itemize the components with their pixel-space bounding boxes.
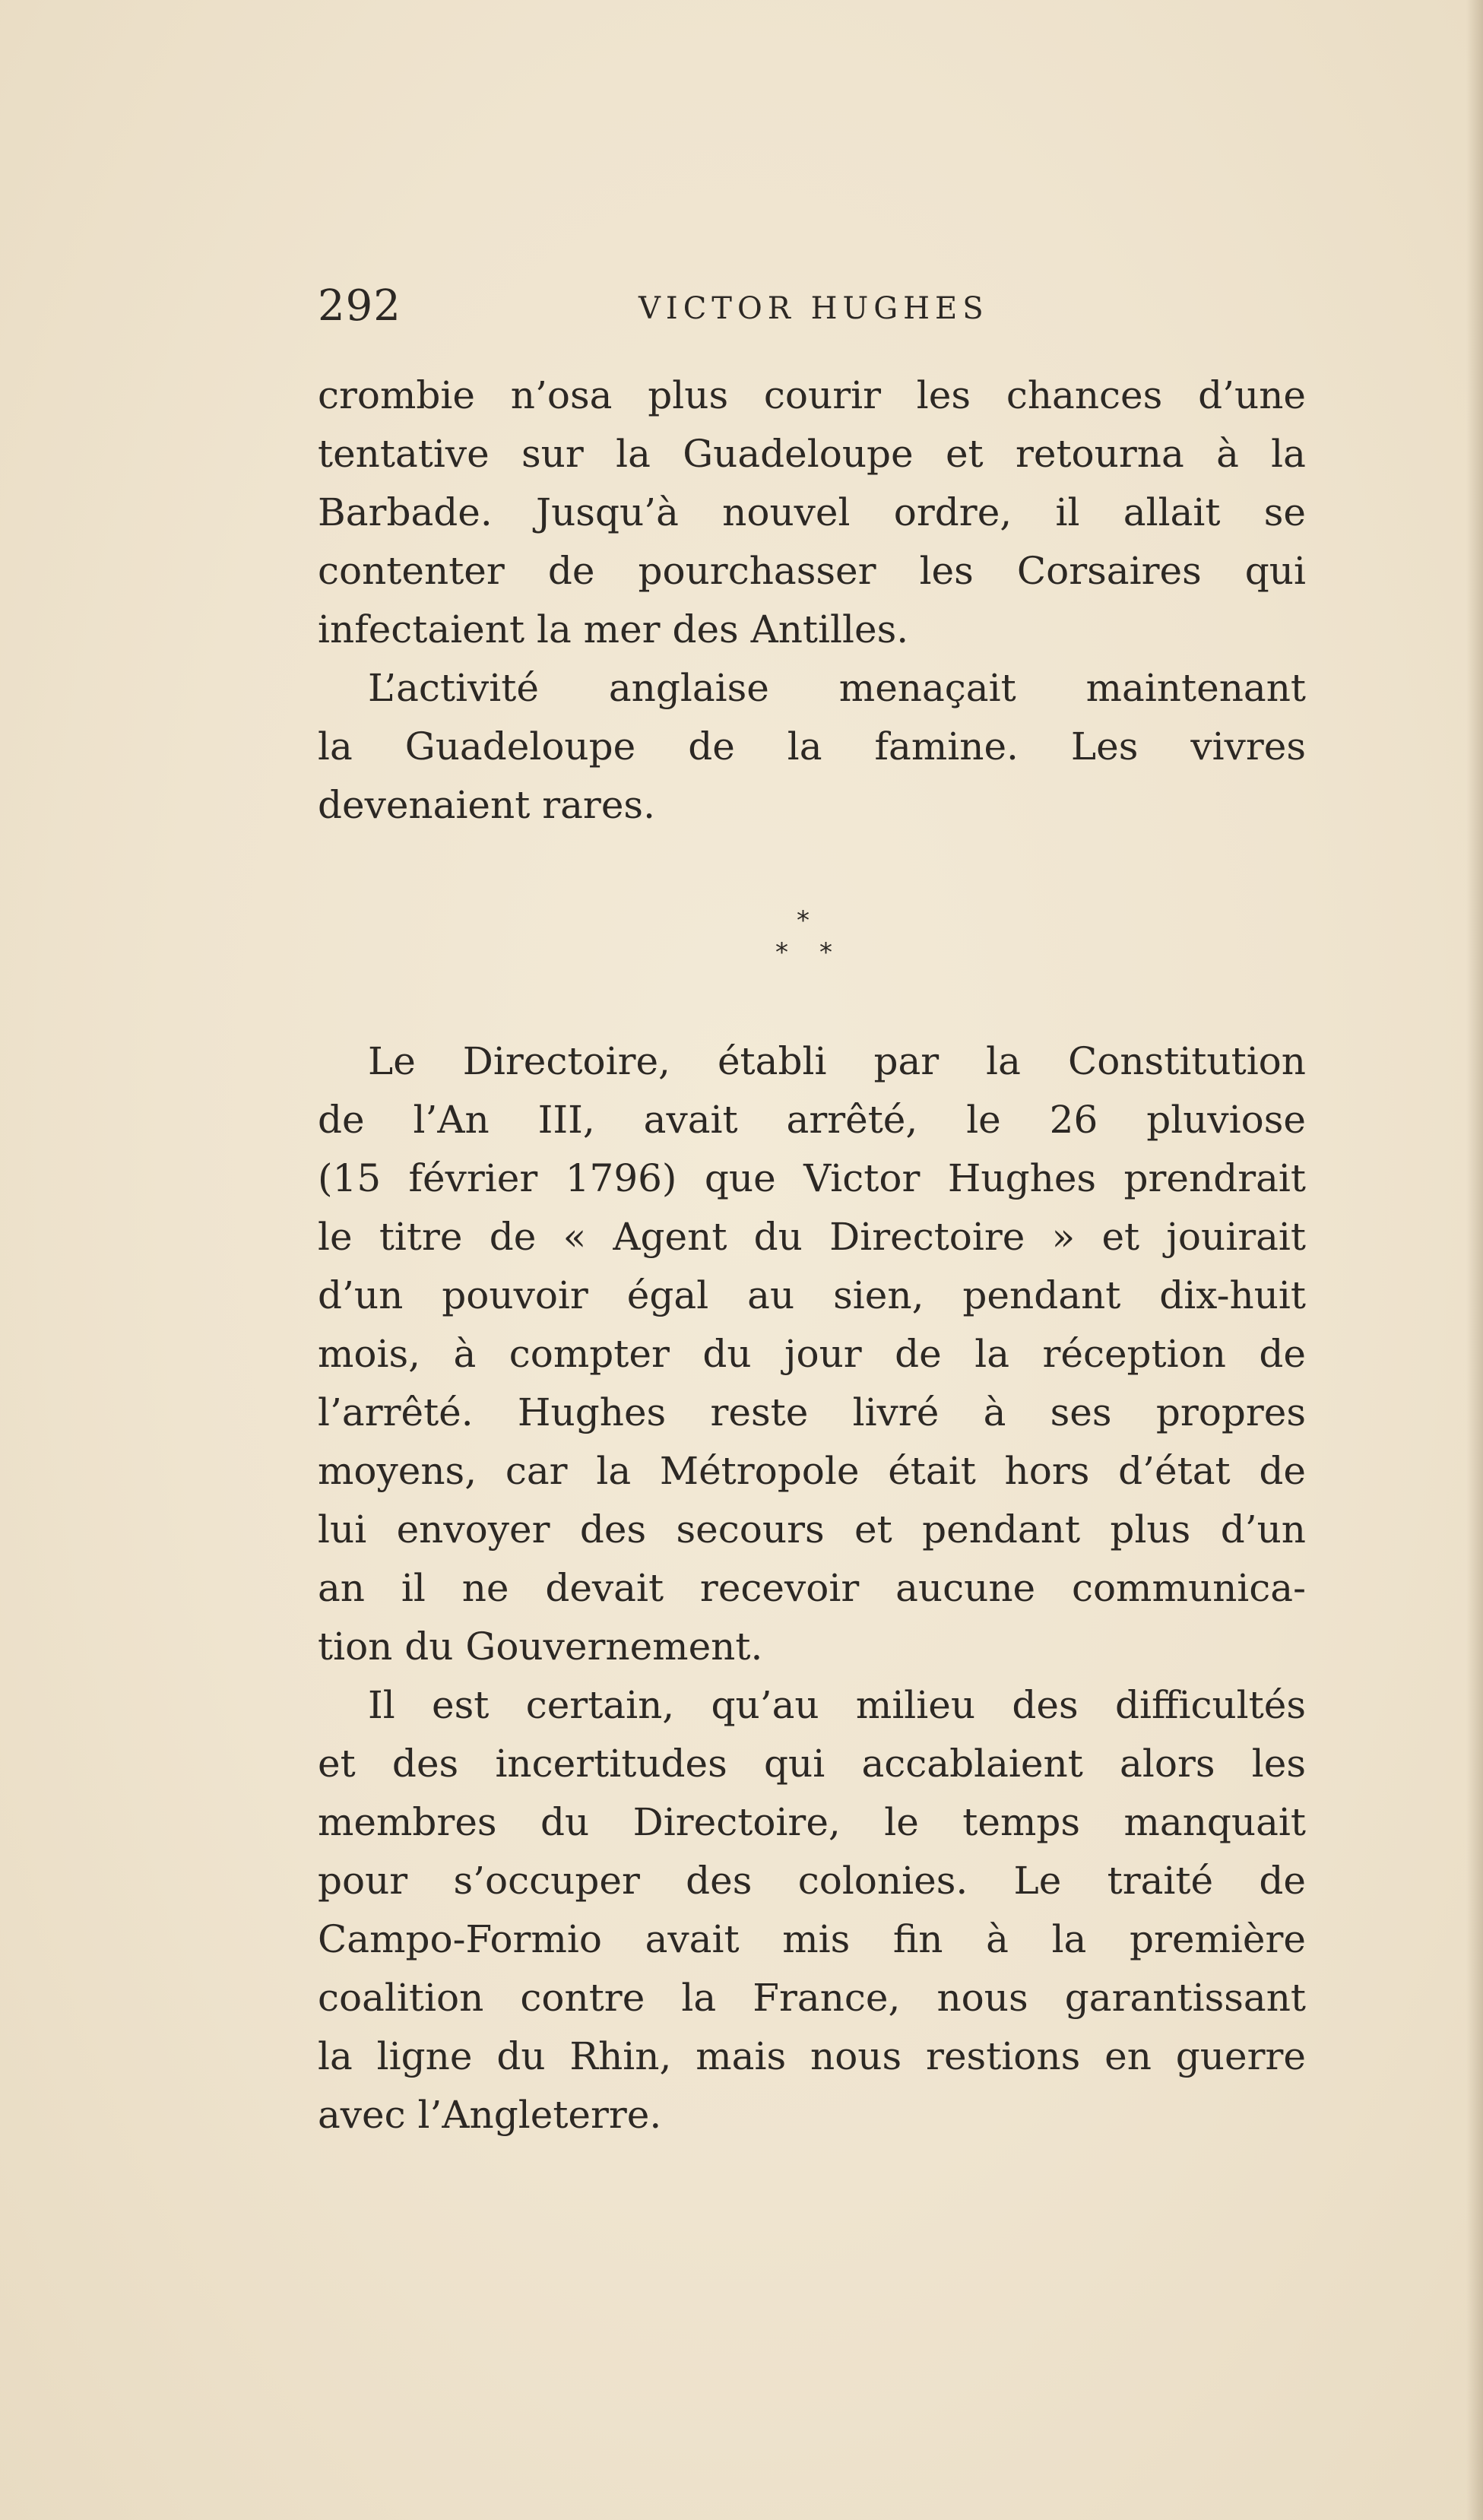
text-block-before-separator [318, 366, 1306, 835]
text-line: Campo-Formio avait mis fin à la première [318, 1917, 1306, 1961]
text-line: la Guadeloupe de la famine. Les vivres [318, 724, 1306, 769]
section-separator-asterism [760, 906, 844, 975]
text-line: Barbade. Jusqu’à nouvel ordre, il allait se [318, 490, 1306, 534]
text-line: lui envoyer des secours et pendant plus d’un [318, 1507, 1306, 1552]
paragraph [318, 1676, 1306, 2144]
text-line: d’un pouvoir égal au sien, pendant dix-huit [318, 1273, 1306, 1317]
text-line: de l’An III, avait arrêté, le 26 pluviose [318, 1098, 1306, 1142]
text-line: (15 février 1796) que Victor Hughes prendrait [318, 1156, 1306, 1200]
paragraph [318, 659, 1306, 835]
text-line: la ligne du Rhin, mais nous restions en guerre [318, 2034, 1306, 2078]
page-header [318, 280, 1306, 333]
text-line: tion du Gouvernement. [318, 1625, 763, 1669]
text-line: contenter de pourchasser les Corsaires qui [318, 549, 1306, 593]
text-line: pour s’occuper des colonies. Le traité de [318, 1859, 1306, 1903]
text-line: coalition contre la France, nous garantissant [318, 1976, 1306, 2020]
page-edge-shadow [1466, 0, 1483, 2520]
text-line: l’arrêté. Hughes reste livré à ses propres [318, 1390, 1306, 1434]
asterisk-icon: * [775, 937, 788, 968]
page-number: 292 [318, 281, 401, 331]
asterisk-icon: * [819, 937, 832, 968]
text-line: avec l’Angleterre. [318, 2093, 662, 2137]
running-title: VICTOR HUGHES [639, 291, 989, 326]
text-line: L’activité anglaise menaçait maintenant [368, 666, 1306, 710]
text-line: Il est certain, qu’au milieu des difficultés [368, 1683, 1306, 1727]
text-line: moyens, car la Métropole était hors d’état de [318, 1449, 1306, 1493]
asterisk-icon: * [797, 905, 810, 936]
text-line: Le Directoire, établi par la Constitution [368, 1039, 1306, 1083]
paragraph [318, 1032, 1306, 1676]
text-line: tentative sur la Guadeloupe et retourna à la [318, 432, 1306, 476]
text-line: membres du Directoire, le temps manquait [318, 1800, 1306, 1844]
paragraph [318, 366, 1306, 659]
text-line: infectaient la mer des Antilles. [318, 607, 909, 651]
text-line: et des incertitudes qui accablaient alors les [318, 1742, 1306, 1786]
text-line: crombie n’osa plus courir les chances d’une [318, 373, 1306, 417]
text-line: mois, à compter du jour de la réception de [318, 1332, 1306, 1376]
text-line: le titre de « Agent du Directoire » et jouirait [318, 1215, 1306, 1259]
text-line: an il ne devait recevoir aucune communica- [318, 1566, 1306, 1610]
text-line: devenaient rares. [318, 783, 655, 827]
text-block-after-separator [318, 1032, 1306, 2144]
